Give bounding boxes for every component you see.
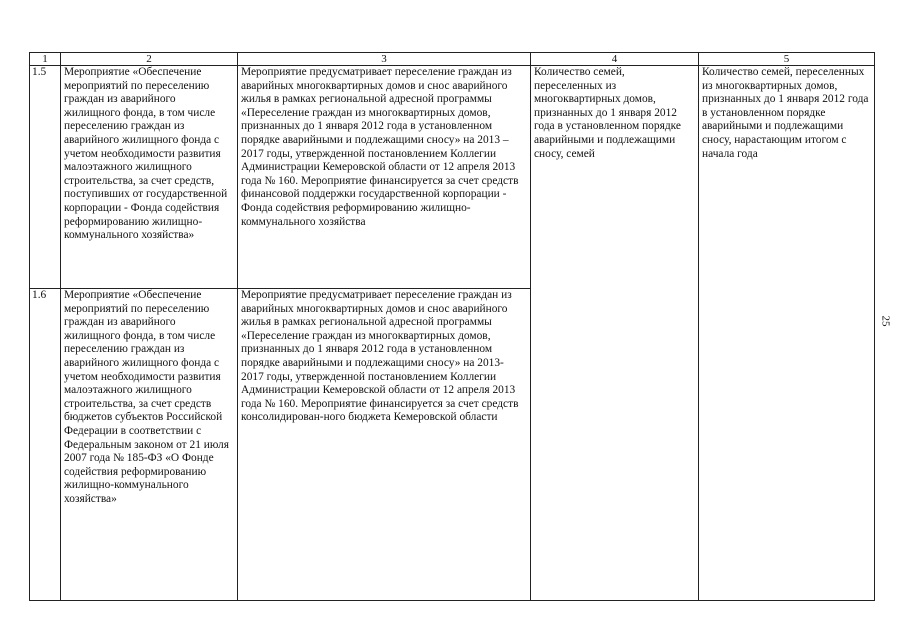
table-row bbox=[30, 66, 875, 289]
header-col-1: 1 bbox=[30, 53, 61, 66]
activity-name: Мероприятие «Обеспечение мероприятий по переселению граждан из аварийного жилищного фонда, в том числе переселению граждан из аварийного жилищного фонда с учетом необходимости развития малоэтажного жилищного строительства, за счет средств бюджетов субъектов Российской Федерации в соответствии с Федеральным законом от 21 июля 2007 года № 185-ФЗ «О Фонде содействия реформированию жилищно-коммунального хозяйства» bbox=[61, 289, 238, 601]
header-col-5: 5 bbox=[699, 53, 875, 66]
page-number: 25 bbox=[879, 315, 892, 327]
header-col-4: 4 bbox=[531, 53, 699, 66]
program-table bbox=[29, 52, 875, 601]
header-col-3: 3 bbox=[238, 53, 531, 66]
indicator-calculation: Количество семей, переселенных из многоквартирных домов, признанных до 1 января 2012 года в установленном порядке аварийными и подлежащими сносу, нарастающим итогом с начала года bbox=[699, 66, 875, 601]
header-col-2: 2 bbox=[61, 53, 238, 66]
header-row bbox=[30, 53, 875, 66]
row-number: 1.6 bbox=[30, 289, 61, 601]
activity-name: Мероприятие «Обеспечение мероприятий по переселению граждан из аварийного жилищного фонда, в том числе переселению граждан из аварийного жилищного фонда с учетом необходимости развития малоэтажного жилищного строительства, за счет средств, поступивших от государственной корпорации - Фонда содействия реформированию жилищно-коммунального хозяйства» bbox=[61, 66, 238, 289]
row-number: 1.5 bbox=[30, 66, 61, 289]
activity-description: Мероприятие предусматривает переселение граждан из аварийных многоквартирных домов и снос аварийного жилья в рамках региональной адресной программы «Переселение граждан из многоквартирных домов, признанных до 1 января 2012 года в установленном порядке аварийными и подлежащими сносу» на 2013 – 2017 годы, утвержденной постановлением Коллегии Администрации Кемеровской области от 12 апреля 2013 года № 160. Мероприятие финансируется за счет средств финансовой поддержки государственной корпорации - Фонда содействия реформированию жилищно-коммунального хозяйства bbox=[238, 66, 531, 289]
indicator-name: Количество семей, переселенных из многоквартирных домов, признанных до 1 января 2012 года в установленном порядке аварийными и подлежащими сносу, семей bbox=[531, 66, 699, 601]
activity-description: Мероприятие предусматривает переселение граждан из аварийных многоквартирных домов и снос аварийного жилья в рамках региональной адресной программы «Переселение граждан из многоквартирных домов, признанных до 1 января 2012 года в установленном порядке аварийными и подлежащими сносу» на 2013- 2017 годы, утвержденной постановлением Коллегии Администрации Кемеровской области от 12 апреля 2013 года № 160. Мероприятие финансируется за счет средств консолидирован-ного бюджета Кемеровской области bbox=[238, 289, 531, 601]
